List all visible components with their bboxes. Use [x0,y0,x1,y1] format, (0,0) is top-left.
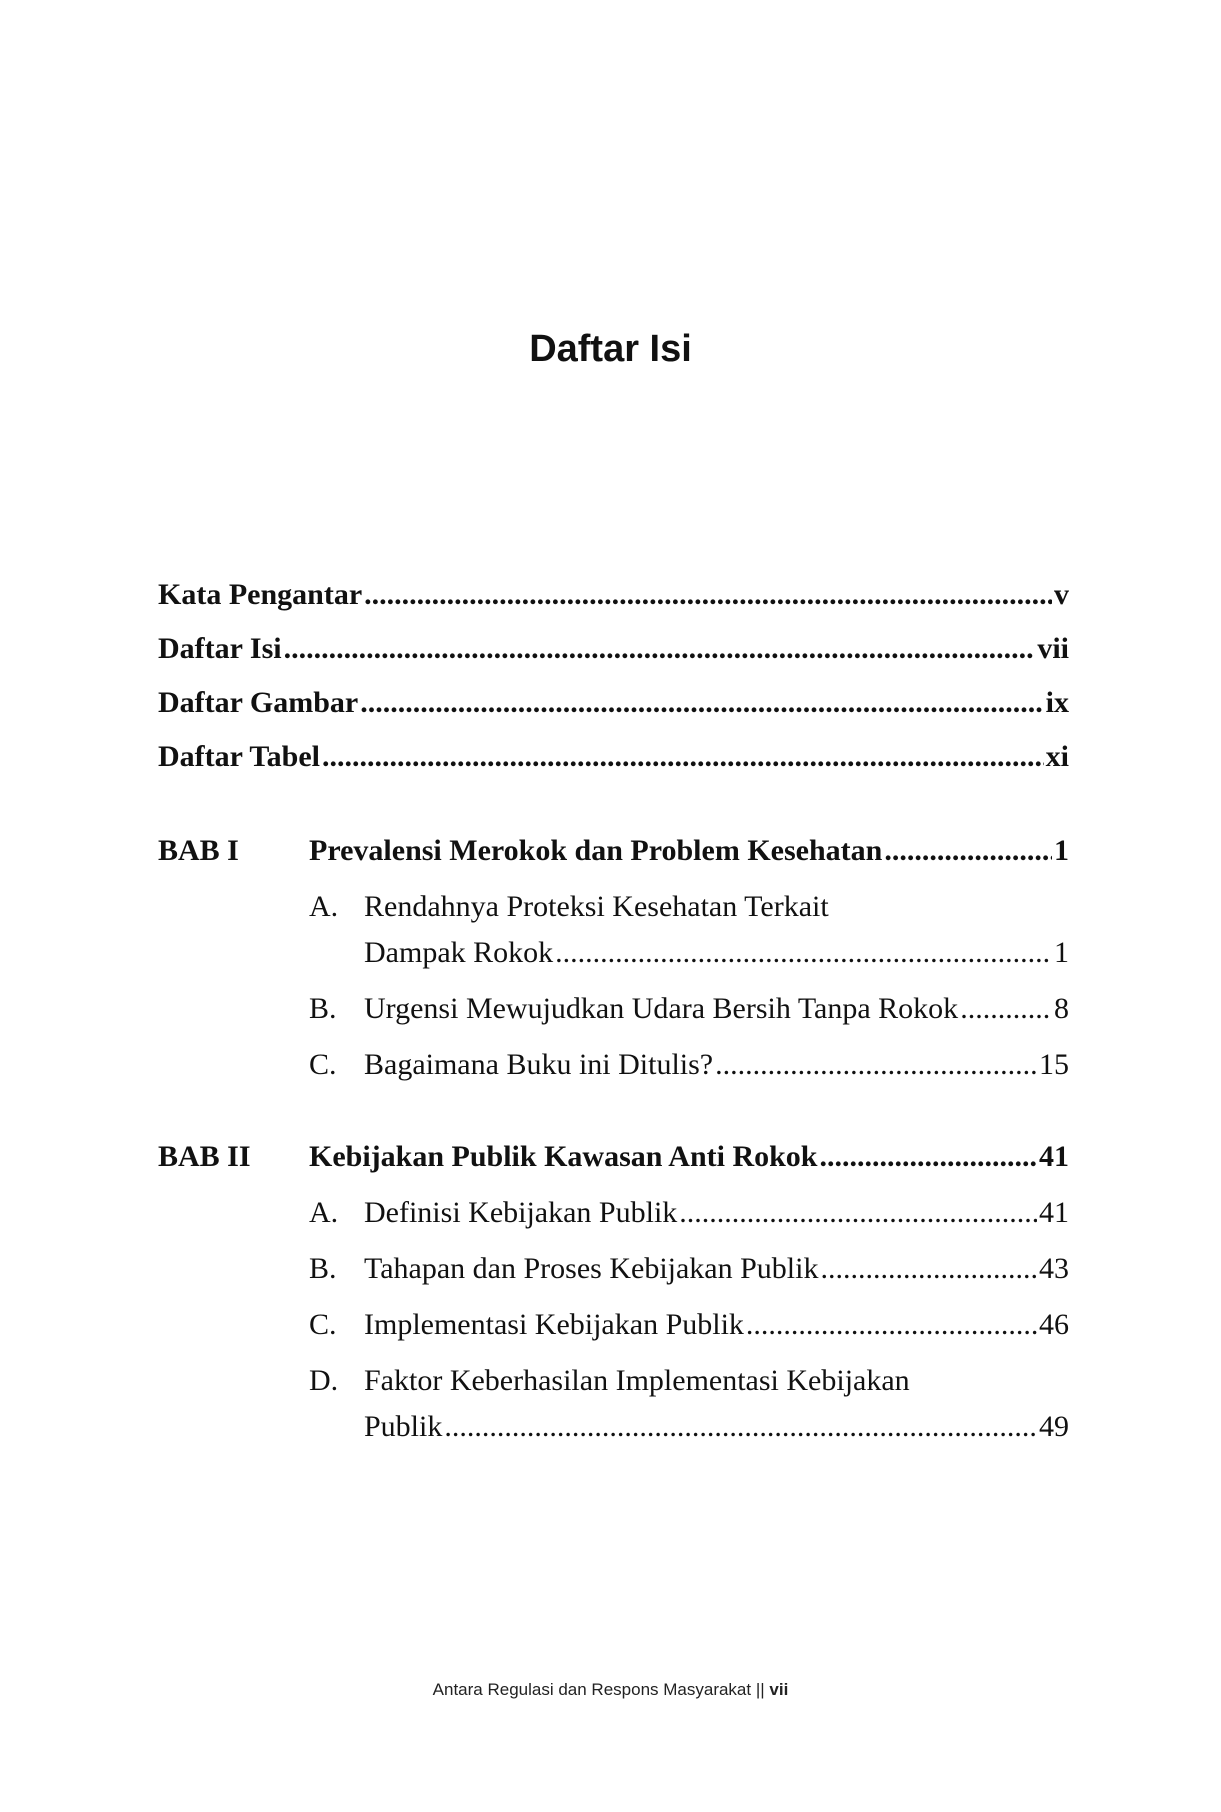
toc-entry-page: xi [1045,740,1069,773]
section-letter: D. [309,1364,339,1397]
section-page: 8 [1054,992,1069,1025]
toc-section-2c[interactable] [364,1308,1069,1342]
toc-entry-daftar-tabel[interactable] [158,740,1069,774]
toc-entry-label: Daftar Isi [158,632,282,665]
toc-chapter-2[interactable] [309,1140,1069,1174]
section-title: Urgensi Mewujudkan Udara Bersih Tanpa Rokok [364,992,959,1025]
section-title: Definisi Kebijakan Publik [364,1196,678,1229]
section-page: 41 [1039,1196,1069,1229]
toc-entry-daftar-gambar[interactable] [158,686,1069,720]
toc-entry-daftar-isi[interactable] [158,632,1069,666]
dot-leader [444,1410,1037,1444]
dot-leader [960,992,1052,1026]
section-title: Implementasi Kebijakan Publik [364,1308,744,1341]
footer-separator: || [755,1680,765,1699]
toc-entry-page: v [1054,578,1069,611]
section-page: 1 [1054,936,1069,969]
running-footer [0,1680,1221,1700]
toc-section-1c[interactable] [364,1048,1069,1082]
section-page: 15 [1039,1048,1069,1081]
toc-entry-label: Daftar Tabel [158,740,320,773]
toc-section-2b[interactable] [364,1252,1069,1286]
toc-entry-kata-pengantar[interactable] [158,578,1069,612]
footer-book-title: Antara Regulasi dan Respons Masyarakat [432,1680,752,1699]
section-title-line2: Dampak Rokok [364,936,554,969]
dot-leader [364,578,1052,612]
dot-leader [884,834,1052,868]
toc-entry-label: Kata Pengantar [158,578,363,611]
section-page: 49 [1039,1410,1069,1443]
section-title: Bagaimana Buku ini Ditulis? [364,1048,714,1081]
chapter-page: 41 [1039,1140,1069,1173]
chapter-label: BAB II [158,1140,251,1173]
page-title: Daftar Isi [529,328,692,370]
toc-section-1b[interactable] [364,992,1069,1026]
dot-leader [555,936,1052,970]
dot-leader [715,1048,1037,1082]
chapter-title: Prevalensi Merokok dan Problem Kesehatan [309,834,883,867]
section-letter: B. [309,1252,337,1285]
section-page: 43 [1039,1252,1069,1285]
section-title: Tahapan dan Proses Kebijakan Publik [364,1252,819,1285]
chapter-title: Kebijakan Publik Kawasan Anti Rokok [309,1140,818,1173]
toc-entry-label: Daftar Gambar [158,686,359,719]
section-letter: A. [309,1196,339,1229]
toc-section-2a[interactable] [364,1196,1069,1230]
section-page: 46 [1039,1308,1069,1341]
toc-section-1a[interactable] [364,936,1069,970]
chapter-label: BAB I [158,834,239,867]
toc-entry-page: ix [1045,686,1069,719]
toc-entry-page: vii [1037,632,1069,665]
chapter-page: 1 [1054,834,1069,867]
section-letter: C. [309,1308,337,1341]
section-letter: B. [309,992,337,1025]
section-title-line1[interactable]: Rendahnya Proteksi Kesehatan Terkait [364,890,829,923]
section-letter: C. [309,1048,337,1081]
dot-leader [746,1308,1037,1342]
dot-leader [820,1252,1037,1286]
toc-chapter-1[interactable] [309,834,1069,868]
dot-leader [820,1140,1038,1174]
footer-page-number: vii [769,1680,789,1699]
dot-leader [284,632,1036,666]
toc-section-2d[interactable] [364,1410,1069,1444]
section-letter: A. [309,890,339,923]
section-title-line1[interactable]: Faktor Keberhasilan Implementasi Kebijakan [364,1364,910,1397]
dot-leader [679,1196,1037,1230]
dot-leader [322,740,1044,774]
dot-leader [360,686,1043,720]
section-title-line2: Publik [364,1410,443,1443]
